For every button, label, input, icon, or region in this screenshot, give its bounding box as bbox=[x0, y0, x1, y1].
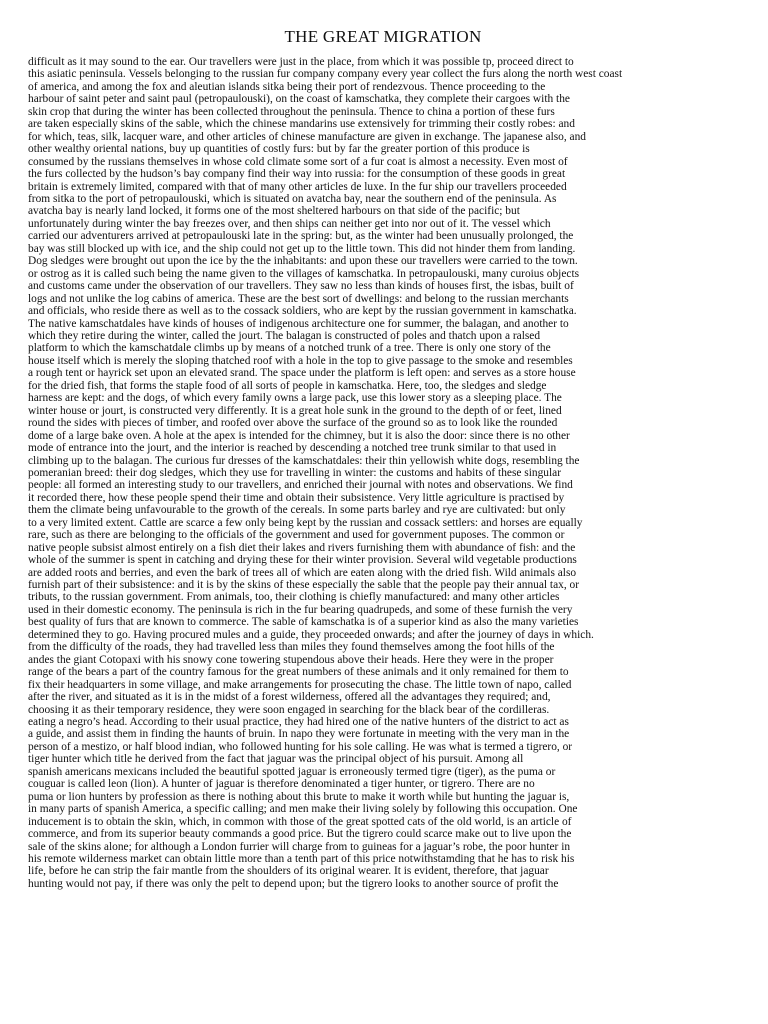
text-line: spanish americans mexicans included the beautiful spotted jaguar is erroneously termed tigre (tiger), as the puma or bbox=[28, 765, 556, 778]
text-line: or ostrog as it is called such being the name given to the villages of kamschatka. In petropaulouski, many curoius objects bbox=[28, 267, 580, 280]
text-line: couguar is called leon (lion). A hunter of jaguar is therefore denominated a tiger hunter, or tigrero. There are no bbox=[28, 778, 535, 791]
text-line: difficult as it may sound to the ear. Our travellers were just in the place, from which it was possible tp, proceed direct to bbox=[28, 56, 574, 68]
text-line: bay was still blocked up with ice, and the ship could not get up to the little town. This did not hinder them from landing. bbox=[28, 242, 576, 255]
text-line: whole of the summer is spent in catching and drying these for their winter provision. Several wild vegetable productions bbox=[28, 554, 577, 567]
text-line: furnish part of their subsistence: and it is by the skins of these especially the sable that the people pay their annual tax, or bbox=[28, 579, 580, 592]
text-line: house itself which is merely the sloping thatched roof with a hole in the top to give passage to the smoke and resembles bbox=[28, 354, 573, 367]
text-line: are taken especially skins of the sable, which the chinese mandarins use extensively for trimming their costly robes: and bbox=[28, 118, 575, 131]
text-line: britain is extremely limited, compared with that of many other articles de luxe. In the fur ship our travellers proceeded bbox=[28, 180, 567, 193]
text-line: from sitka to the port of petropaulouski, which is situated on avatcha bay, near the southern end of the peninsula. As bbox=[28, 192, 557, 205]
text-line: harbour of saint peter and saint paul (petropaulouski), on the coast of kamschatka, they complete their cargoes with the bbox=[28, 93, 570, 106]
text-line: and officials, who reside there as well as to the cossack soldiers, who are kept by the russian government in kamschatka. bbox=[28, 305, 577, 318]
text-line: climbing up to the balagan. The curious fur dresses of the kamschatdales: their thin yellowish white dogs, resembling the bbox=[28, 454, 580, 467]
text-line: tiger hunter which title he derived from the fact that jaguar was the principal object of his pursuit. Among all bbox=[28, 753, 524, 766]
text-line: from the difficulty of the roads, they had travelled less than miles they found themselves among the foot hills of the bbox=[28, 641, 555, 654]
text-line: rare, such as there are belonging to the officials of the government and used for government puposes. The common or bbox=[28, 529, 565, 542]
text-line: skin crop that during the winter has been collected throughout the peninsula. Thence to china a portion of these furs bbox=[28, 105, 555, 118]
text-line: avatcha bay is nearly land locked, it forms one of the most sheltered harbours on that side of the pacific; but bbox=[28, 205, 520, 218]
text-line: mode of entrance into the jourt, and the interior is reached by descending a notched tree trunk similar to that used in bbox=[28, 442, 557, 455]
text-line: andes the giant Cotopaxi with his snowy cone towering stupendous above their heads. Here they were in the proper bbox=[28, 653, 554, 666]
text-line: eating a negro’s head. According to their usual practice, they had hired one of the native hunters of the district to act as bbox=[28, 716, 569, 729]
text-line: commerce, and from its superior beauty commands a good price. But the tigrero could scarce make out to live upon the bbox=[28, 828, 572, 841]
text-line: other wealthy oriental nations, buy up quantities of costly furs: but by far the greater portion of this produce is bbox=[28, 143, 530, 156]
text-line: for the dried fish, that forms the staple food of all sorts of people in kamschatka. Here, too, the sledges and sledge bbox=[28, 379, 547, 392]
text-line: it recorded there, how these people spend their time and obtain their subsistence. Very little agriculture is practised by bbox=[28, 491, 565, 504]
text-line: logs and not unlike the log cabins of america. These are the best sort of dwellings: and belong to the russian merchants bbox=[28, 292, 569, 305]
text-line: his remote wilderness market can obtain little more than a tenth part of this price notwithstamding that he has to risk his bbox=[28, 853, 575, 865]
text-line: a rough tent or hayrick set upon an elevated srand. The space under the platform is left open: and serves as a store house bbox=[28, 367, 576, 380]
text-line: inducement is to obtain the skin, which, in common with those of the great spotted cats of the old world, is an article of bbox=[28, 815, 572, 828]
text-line: winter house or jourt, is constructed very differently. It is a great hole sunk in the ground to the depth of or feet, lined bbox=[28, 404, 562, 417]
text-line: consumed by the russians themselves in whose cold climate some sort of a fur coat is almost a necessity. Even most of bbox=[28, 155, 568, 168]
text-line: the furs collected by the hudson’s bay company find their way into russia: for the consumption of these goods in great bbox=[28, 168, 566, 181]
text-line: unfortunately during winter the bay freezes over, and then ships can neither get into nor out of it. The vessel which bbox=[28, 217, 551, 230]
body-text bbox=[28, 56, 738, 890]
text-line: determined they to go. Having procured mules and a guide, they proceeded onwards; and after the journey of days in which. bbox=[28, 628, 594, 641]
text-line: pomeranian breed: their dog sledges, which they use for travelling in winter: the customs and habits of these singular bbox=[28, 466, 562, 479]
text-line: of america, and among the fox and aleutian islands sitka being their port of rendezvous. Thence proceeding to the bbox=[28, 80, 546, 93]
text-line: choosing it as their temporary residence, they were soon engaged in searching for the black bear of the cordilleras. bbox=[28, 703, 550, 716]
text-line: people: all formed an interesting study to our travellers, and enriched their journal with notes and observations. We find bbox=[28, 479, 573, 492]
text-line: platform to which the kamschatdale climbs up by means of a notched trunk of a tree. There is only one story of the bbox=[28, 342, 551, 355]
text-line: puma or lion hunters by profession as there is nothing about this brute to make it worth while but hunting the jaguar is, bbox=[28, 790, 570, 803]
text-line: Dog sledges were brought out upon the ice by the the inhabitants: and upon these our travellers were carried to the town. bbox=[28, 255, 578, 268]
text-line: tributs, to the russian government. From animals, too, their clothing is chiefly manufactured: and many other articles bbox=[28, 591, 560, 604]
text-line: a guide, and assist them in finding the haunts of bruin. In napo they were fortunate in meeting with the very man in the bbox=[28, 728, 570, 741]
text-line: in many parts of spanish America, a specific calling; and men make their living solely by following this occupation. One bbox=[28, 803, 578, 816]
text-line: for which, teas, silk, lacquer ware, and other articles of chinese manufacture are given in exchange. The japanese also, and bbox=[28, 130, 587, 143]
text-line: native people subsist almost entirely on a fish diet their lakes and rivers furnishing them with abundance of fish: and the bbox=[28, 541, 576, 554]
text-line: this asiatic peninsula. Vessels belonging to the russian fur company company every year collect the furs along the north west coast bbox=[28, 68, 623, 81]
text-line: harness are kept: and the dogs, of which every family owns a large pack, use this lower story as a sleeping place. The bbox=[28, 392, 562, 405]
text-line: hunting would not pay, if there was only the pelt to depend upon; but the tigrero looks to another source of profit the bbox=[28, 877, 559, 890]
text-line: round the sides with pieces of timber, and roofed over above the surface of the ground so as to look like the rounded bbox=[28, 417, 558, 430]
text-line: which they retire during the winter, called the jourt. The balagan is constructed of poles and thatch upon a ralsed bbox=[28, 329, 541, 342]
text-line: carried our adventurers arrived at petropaulouski late in the spring: but, as the winter had been unusually prolonged, the bbox=[28, 230, 574, 243]
text-line: dome of a large bake oven. A hole at the apex is intended for the chimney, but it is also the door: since there is no other bbox=[28, 429, 570, 442]
text-line: to a very limited extent. Cattle are scarce a few only being kept by the russian and cossack settlers: and horses are equally bbox=[28, 516, 583, 529]
text-line: The native kamschatdales have kinds of houses of indigenous architecture one for summer, the balagan, and another to bbox=[28, 317, 569, 330]
text-line: best quality of furs that are known to commerce. The sable of kamschatka is of a superior kind as also the many varieties bbox=[28, 616, 579, 629]
text-line: them the climate being unfavourable to the growth of the cereals. In some parts barley and rye are cultivated: but only bbox=[28, 504, 566, 517]
text-line: person of a mestizo, or half blood indian, who followed hunting for his sole calling. He was what is termed a tigrero, or bbox=[28, 740, 573, 753]
text-line: after the river, and situated as it is in the midst of a forest wilderness, offered all the advantages they required; and, bbox=[28, 691, 551, 704]
page-title: THE GREAT MIGRATION bbox=[284, 27, 482, 46]
text-line: are added roots and berries, and even the bark of trees all of which are eaten along with the dried fish. Wild animals also bbox=[28, 566, 577, 579]
text-line: and customs came under the observation of our travellers. They saw no less than kinds of houses first, the isbas, built of bbox=[28, 280, 574, 293]
text-line: range of the bears a part of the country famous for the great numbers of these animals and it only remained for them to bbox=[28, 666, 569, 679]
text-line: fix their headquarters in some village, and make arrangements for prosecuting the chase. The little town of napo, called bbox=[28, 678, 572, 691]
text-line: sale of the skins alone; for although a London furrier will charge from to guineas for a jaguar’s robe, the poor hunter in bbox=[28, 840, 571, 853]
text-line: used in their domestic economy. The peninsula is rich in the fur bearing quadrupeds, and some of these furnish the very bbox=[28, 603, 573, 616]
text-line: life, before he can strip the fair mantle from the shoulders of its original wearer. It is evident, therefore, that jaguar bbox=[28, 865, 549, 878]
